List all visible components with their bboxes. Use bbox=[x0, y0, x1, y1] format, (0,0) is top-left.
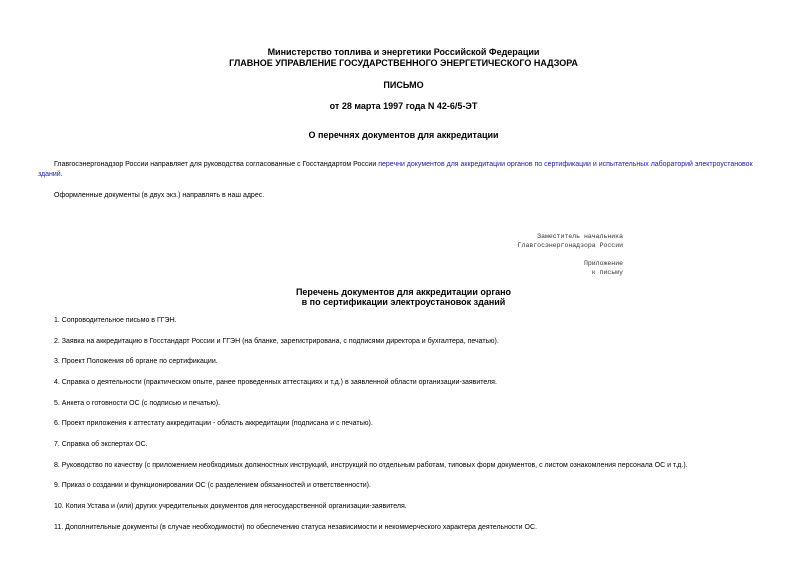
signature-title: Заместитель начальника bbox=[537, 233, 623, 240]
doc-type: ПИСЬМО bbox=[383, 80, 424, 90]
list-item: 1. Сопроводительное письмо в ГГЭН. bbox=[54, 317, 177, 324]
list-item: 5. Анкета о готовности ОС (с подписью и печатью). bbox=[54, 400, 221, 407]
list-item: 10. Копия Устава и (или) других учредительных документов для негосударственной организации-заявителя. bbox=[54, 503, 407, 510]
list-item: 4. Справка о деятельности (практическом опыте, ранее проведенных аттестациях и т.д.) в заявленной области организации-заявителя. bbox=[54, 379, 497, 386]
doc-date-number: от 28 марта 1997 года N 42-6/5-ЭТ bbox=[329, 101, 478, 111]
list-title-line-2: в по сертификации электроустановок зданий bbox=[301, 297, 506, 307]
doc-subject: О перечнях документов для аккредитации bbox=[308, 130, 499, 140]
appendix-label: Приложение bbox=[583, 260, 623, 267]
p1-end: . bbox=[60, 171, 63, 178]
list-item: 8. Руководство по качеству (с приложением необходимых должностных инструкций, инструкций по отдельным работам, типовых форм документов, с листом ознакомления персонала ОС и т.д.). bbox=[54, 462, 688, 469]
appendix-ref: к письму bbox=[591, 269, 623, 276]
body-paragraph-1 bbox=[38, 160, 768, 180]
list-title-line-1: Перечень документов для аккредитации органо bbox=[295, 287, 512, 297]
list-item: 11. Дополнительные документы (в случае необходимости) по обеспечению статуса независимости и некоммерческого характера деятельности ОС. bbox=[54, 524, 537, 531]
list-item: 2. Заявка на аккредитацию в Госстандарт России и ГГЭН (на бланке, зарегистрирована, с подписями директора и бухгалтера, печатью). bbox=[54, 338, 499, 345]
ministry-name: Министерство топлива и энергетики Российской Федерации bbox=[267, 47, 540, 57]
list-item: 9. Приказ о создании и функционировании ОС (с разделением обязанностей и ответственности). bbox=[54, 482, 371, 489]
list-item: 6. Проект приложения к аттестату аккредитации - область аккредитации (подписана и с печатью). bbox=[54, 420, 373, 427]
body-paragraph-2: Оформленные документы (в двух экз.) направлять в наш адрес. bbox=[54, 192, 265, 199]
department-name: ГЛАВНОЕ УПРАВЛЕНИЕ ГОСУДАРСТВЕННОГО ЭНЕРГЕТИЧЕСКОГО НАДЗОРА bbox=[229, 58, 578, 68]
accreditation-docs-link[interactable]: перечни документов для аккредитации органов по сертификации и испытательных лабораторий электроустановок зданий bbox=[38, 161, 753, 178]
signature-org: Главгосэнергонадзора России bbox=[517, 242, 623, 249]
p1-text: Главгосэнергонадзор России направляет для руководства согласованные с Госстандартом России bbox=[54, 161, 379, 168]
list-item: 3. Проект Положения об органе по сертификации. bbox=[54, 358, 218, 365]
list-item: 7. Справка об экспертах ОС. bbox=[54, 441, 148, 448]
